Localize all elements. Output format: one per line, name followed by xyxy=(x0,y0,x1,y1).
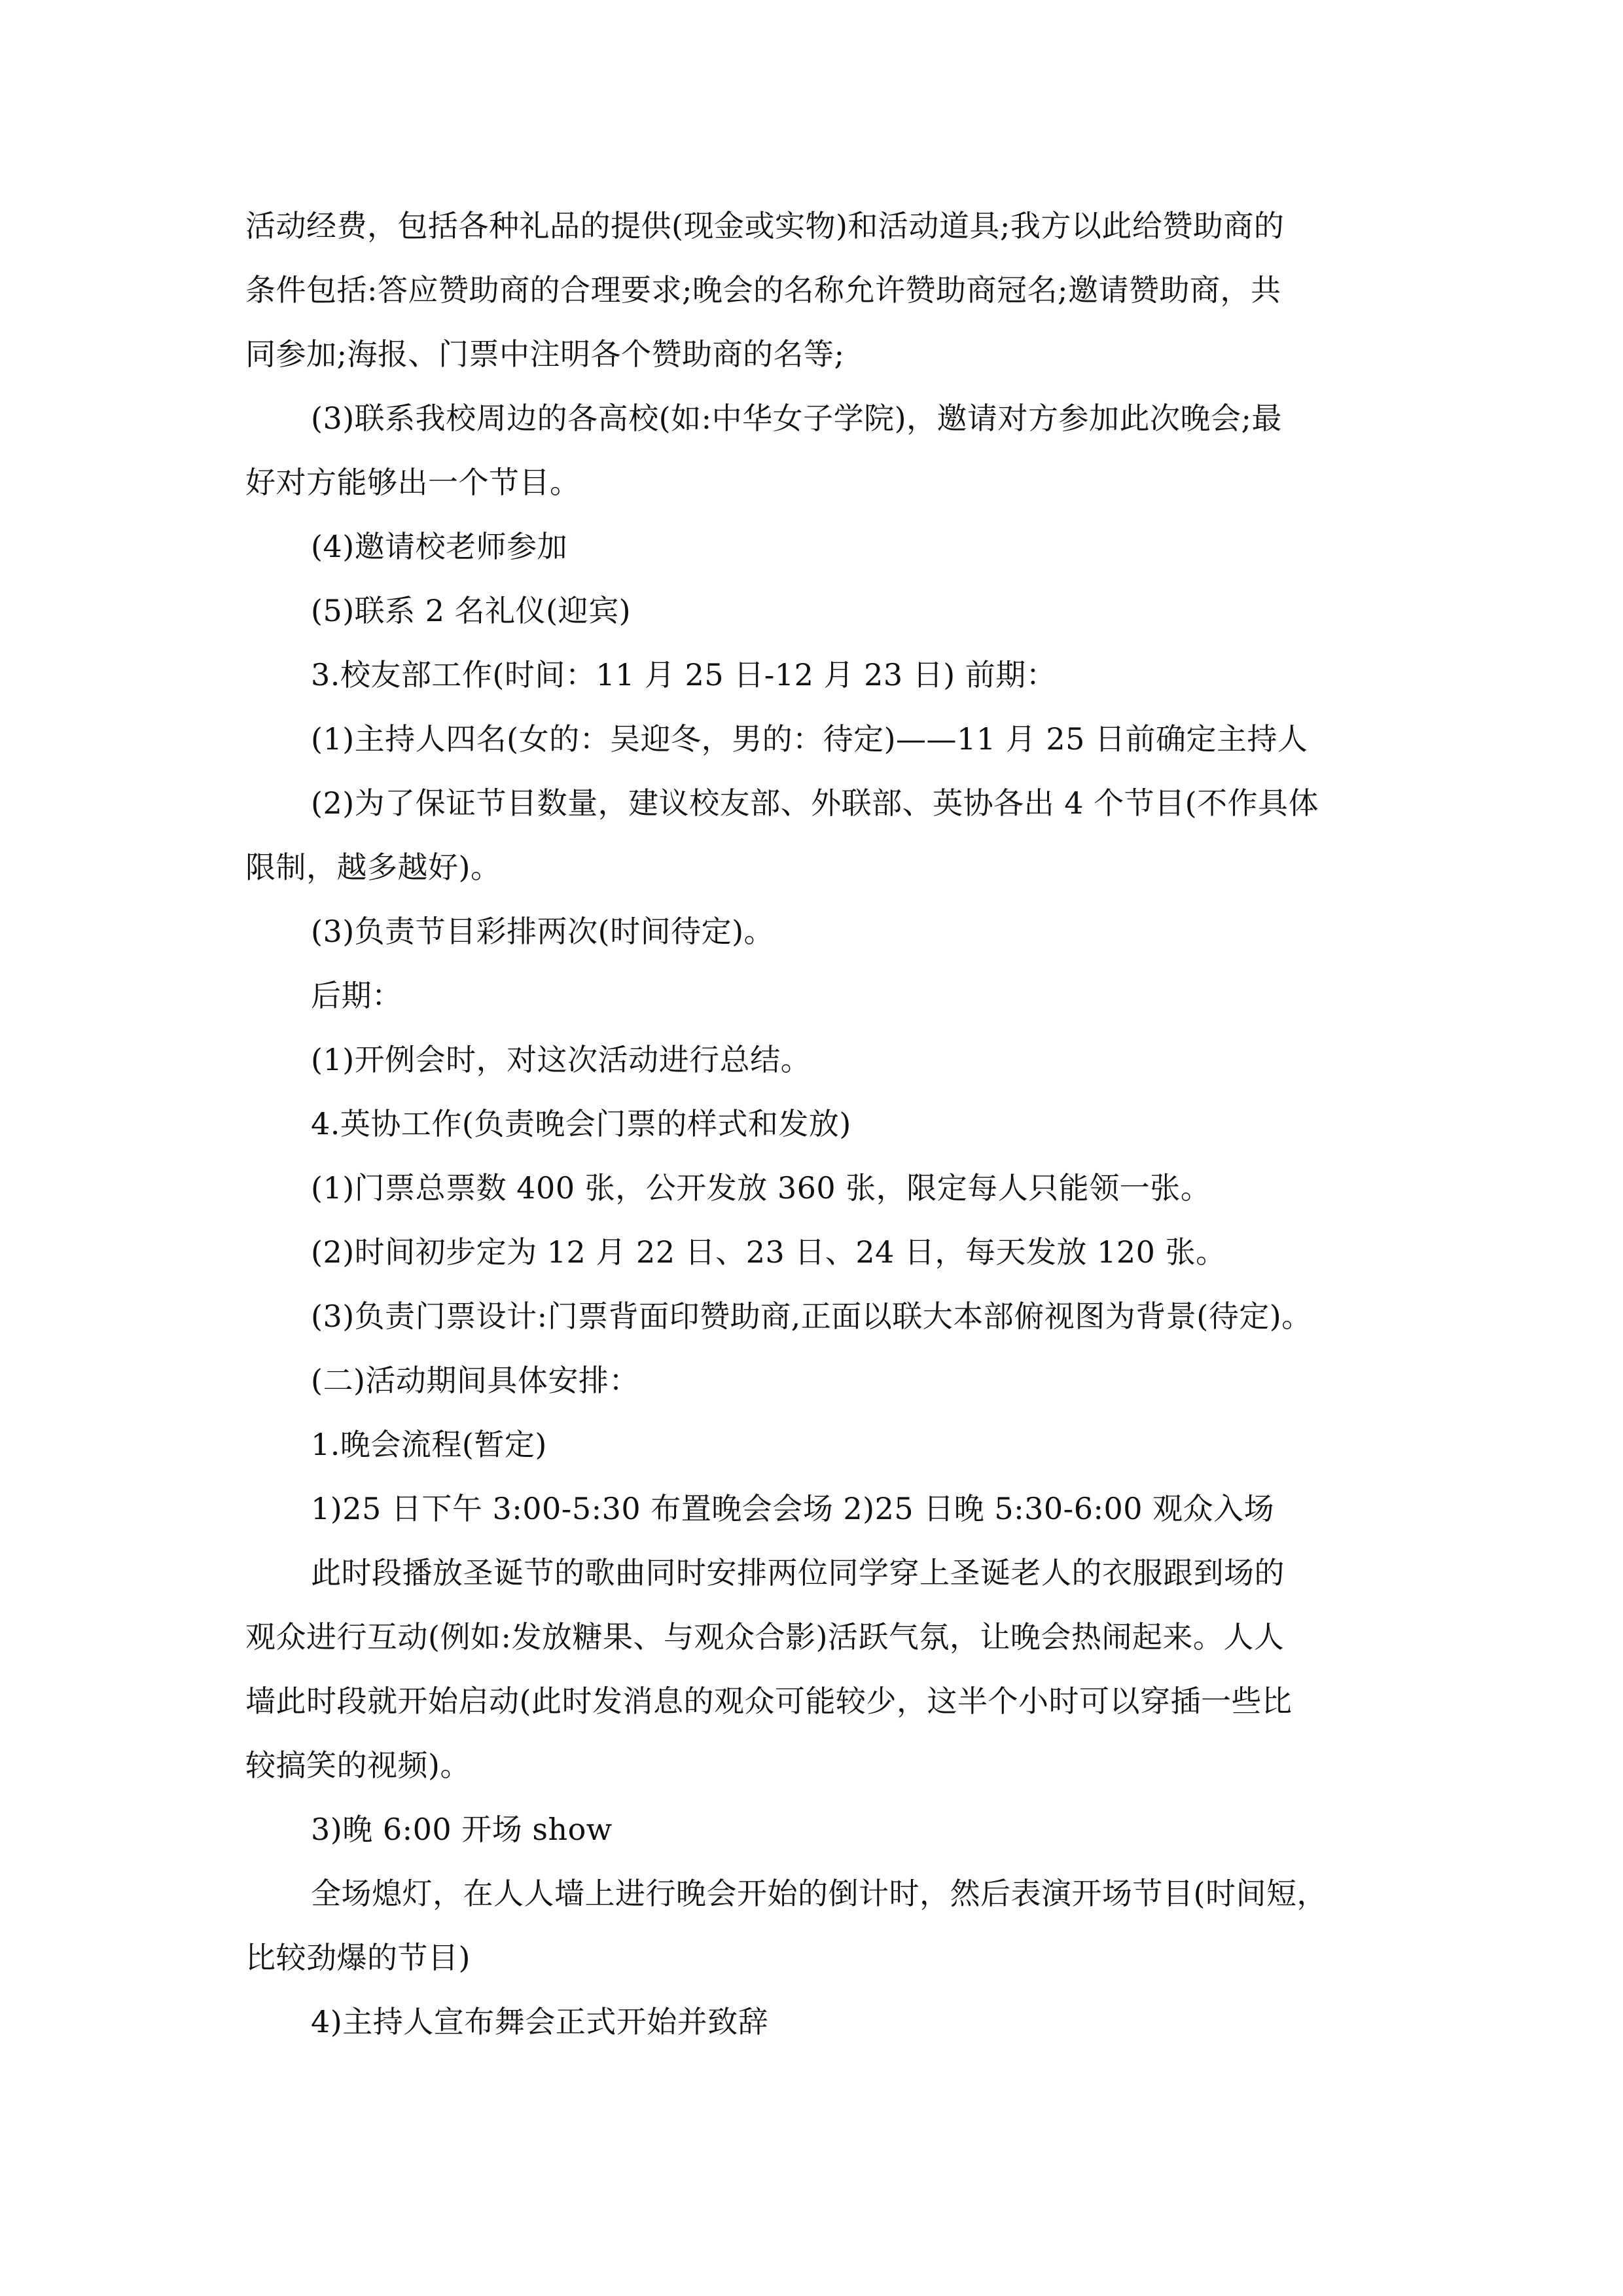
text-line: (3)负责门票设计:门票背面印赞助商,正面以联大本部俯视图为背景(待定)。 xyxy=(311,1299,1312,1334)
text-line: (2)为了保证节目数量，建议校友部、外联部、英协各出 4 个节目(不作具体 xyxy=(311,785,1319,821)
text-line: 1)25 日下午 3:00-5:30 布置晚会会场 2)25 日晚 5:30-6:00 观众入场 xyxy=(311,1491,1275,1526)
text-line: (二)活动期间具体安排： xyxy=(311,1363,639,1398)
text-line: (1)开例会时，对这次活动进行总结。 xyxy=(311,1042,812,1077)
text-line: (1)主持人四名(女的：吴迎冬，男的：待定)——11 月 25 日前确定主持人 xyxy=(311,721,1308,757)
text-line: 3)晚 6:00 开场 show xyxy=(311,1812,613,1847)
text-line: 4)主持人宣布舞会正式开始并致辞 xyxy=(311,2004,769,2039)
text-line: (1)门票总票数 400 张，公开发放 360 张，限定每人只能领一张。 xyxy=(311,1170,1211,1206)
text-line: 3.校友部工作(时间：11 月 25 日-12 月 23 日) 前期： xyxy=(311,657,1057,692)
text-line: 条件包括:答应赞助商的合理要求;晚会的名称允许赞助商冠名;邀请赞助商，共 xyxy=(245,272,1281,308)
text-line: 活动经费，包括各种礼品的提供(现金或实物)和活动道具;我方以此给赞助商的 xyxy=(245,208,1285,243)
text-line: (2)时间初步定为 12 月 22 日、23 日、24 日，每天发放 120 张。 xyxy=(311,1234,1226,1270)
text-line: 墙此时段就开始启动(此时发消息的观众可能较少，这半个小时可以穿插一些比 xyxy=(245,1683,1293,1719)
text-line: 后期： xyxy=(311,978,402,1013)
text-line: 1.晚会流程(暂定) xyxy=(311,1427,547,1462)
text-line: (3)联系我校周边的各高校(如:中华女子学院)，邀请对方参加此次晚会;最 xyxy=(311,401,1283,436)
text-line: (3)负责节目彩排两次(时间待定)。 xyxy=(311,914,775,949)
text-line: 观众进行互动(例如:发放糖果、与观众合影)活跃气氛，让晚会热闹起来。人人 xyxy=(245,1619,1285,1655)
text-line: 全场熄灯，在人人墙上进行晚会开始的倒计时，然后表演开场节目(时间短， xyxy=(311,1876,1327,1911)
text-line: 此时段播放圣诞节的歌曲同时安排两位同学穿上圣诞老人的衣服跟到场的 xyxy=(311,1555,1285,1590)
text-line: 限制，越多越好)。 xyxy=(245,850,501,885)
text-line: 比较劲爆的节目) xyxy=(245,1940,471,1975)
text-line: (4)邀请校老师参加 xyxy=(311,529,568,564)
text-line: (5)联系 2 名礼仪(迎宾) xyxy=(311,593,632,628)
text-line: 4.英协工作(负责晚会门票的样式和发放) xyxy=(311,1106,851,1141)
text-line: 较搞笑的视频)。 xyxy=(245,1748,471,1783)
text-line: 好对方能够出一个节目。 xyxy=(245,465,580,500)
text-line: 同参加;海报、门票中注明各个赞助商的名等; xyxy=(245,336,845,372)
document-body xyxy=(245,194,1391,2054)
